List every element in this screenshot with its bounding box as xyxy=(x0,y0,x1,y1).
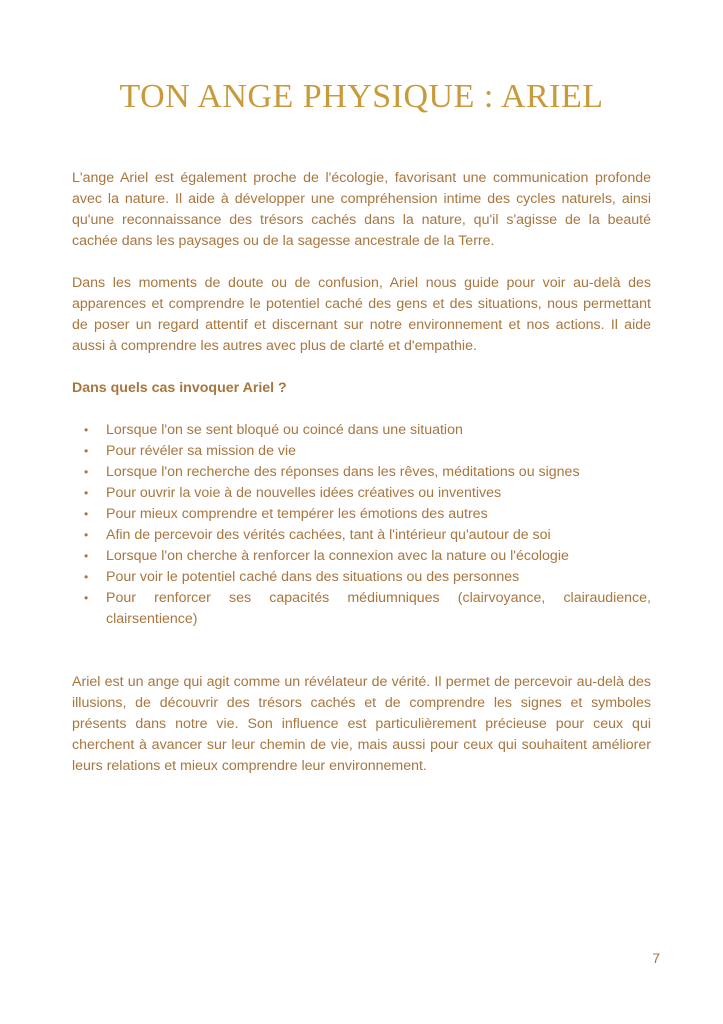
intro-paragraph: L'ange Ariel est également proche de l'écologie, favorisant une communication profonde avec la nature. Il aide à développer une compréhension intime des cycles naturels, ainsi qu'une reconnaissance des trésors cachés dans la nature, qu'il s'agisse de la beauté cachée dans les paysages ou de la sagesse ancestrale de la Terre. xyxy=(72,170,651,249)
list-item-text: Lorsque l'on se sent bloqué ou coincé dans une situation xyxy=(106,422,463,438)
conclusion-paragraph: Ariel est un ange qui agit comme un révélateur de vérité. Il permet de percevoir au-delà des illusions, de découvrir des trésors cachés et de comprendre les signes et symboles présents dans notre vie. Son influence est particulièrement précieuse pour ceux qui cherchent à avancer sur leur chemin de vie, mais aussi pour ceux qui souhaitent améliorer leurs relations et mieux comprendre leur environnement. xyxy=(72,674,651,774)
guidance-paragraph: Dans les moments de doute ou de confusion, Ariel nous guide pour voir au-delà des apparences et comprendre le potentiel caché des gens et des situations, nous permettant de poser un regard attentif et discernant sur notre environnement et nos actions. Il aide aussi à comprendre les autres avec plus de clarté et d'empathie. xyxy=(72,275,651,354)
invocation-list xyxy=(72,420,651,630)
list-item-text: Pour voir le potentiel caché dans des situations ou des personnes xyxy=(106,569,520,585)
list-item xyxy=(82,441,651,462)
list-item-text: Pour mieux comprendre et tempérer les émotions des autres xyxy=(106,506,488,522)
list-item xyxy=(82,504,651,525)
bullet-icon: • xyxy=(84,591,89,605)
list-item-text: Pour renforcer ses capacités médiumniques (clairvoyance, clairaudience, clairsentience) xyxy=(106,590,651,627)
bullet-icon: • xyxy=(84,486,89,500)
bullet-icon: • xyxy=(84,465,89,479)
bullet-icon: • xyxy=(84,507,89,521)
list-item-text: Lorsque l'on cherche à renforcer la connexion avec la nature ou l'écologie xyxy=(106,548,569,564)
list-item xyxy=(82,546,651,567)
list-item xyxy=(82,483,651,504)
page-number: 7 xyxy=(652,950,660,966)
bullet-icon: • xyxy=(84,549,89,563)
list-item-text: Pour révéler sa mission de vie xyxy=(106,443,297,459)
list-item xyxy=(82,567,651,588)
list-item-text: Afin de percevoir des vérités cachées, tant à l'intérieur qu'autour de soi xyxy=(106,527,551,543)
bullet-icon: • xyxy=(84,528,89,542)
list-item xyxy=(82,462,651,483)
invocation-heading: Dans quels cas invoquer Ariel ? xyxy=(72,380,287,396)
bullet-icon: • xyxy=(84,570,89,584)
list-item-text: Lorsque l'on recherche des réponses dans les rêves, méditations ou signes xyxy=(106,464,580,480)
list-item-text: Pour ouvrir la voie à de nouvelles idées créatives ou inventives xyxy=(106,485,502,501)
list-item xyxy=(82,588,651,630)
page-title: TON ANGE PHYSIQUE : ARIEL xyxy=(119,78,604,115)
bullet-icon: • xyxy=(84,423,89,437)
bullet-icon: • xyxy=(84,444,89,458)
list-item xyxy=(82,420,651,441)
list-item xyxy=(82,525,651,546)
main-content xyxy=(72,168,651,777)
